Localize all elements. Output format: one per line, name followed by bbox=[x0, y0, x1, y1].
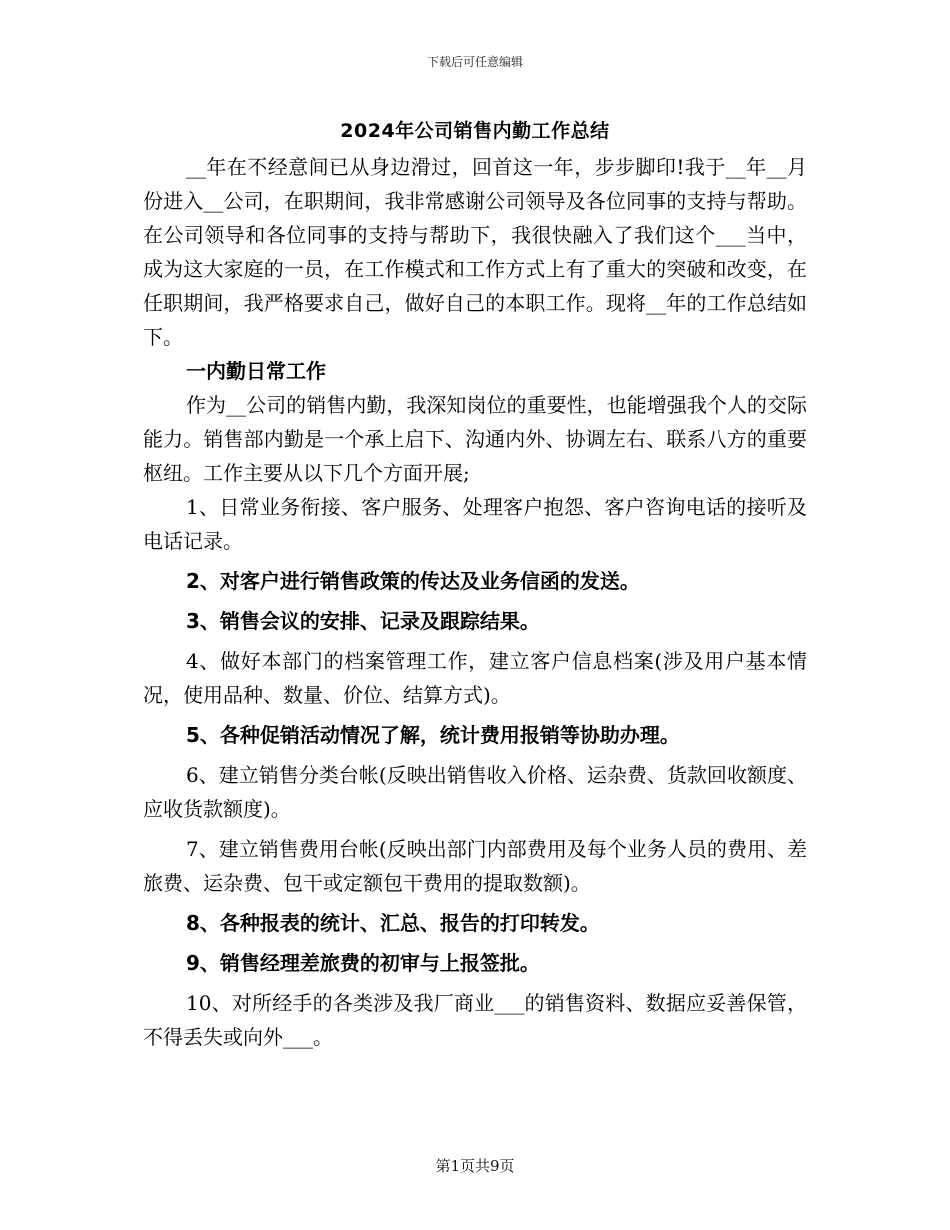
list-item: 6、建立销售分类台帐(反映出销售收入价格、运杂费、货款回收额度、应收货款额度)。 bbox=[143, 763, 807, 821]
list-item: 8、各种报表的统计、汇总、报告的打印转发。 bbox=[186, 911, 600, 935]
document-body bbox=[143, 150, 807, 1054]
document-title: 2024年公司销售内勤工作总结 bbox=[340, 120, 610, 142]
page-footer: 第1页共9页 bbox=[435, 1157, 515, 1175]
body-paragraph: 作为__公司的销售内勤，我深知岗位的重要性，也能增强我个人的交际能力。销售部内勤是一个承上启下、沟通内外、协调左右、联系八方的重要枢纽。工作主要从以下几个方面开展; bbox=[143, 393, 807, 485]
list-item: 5、各种促销活动情况了解，统计费用报销等协助办理。 bbox=[186, 723, 680, 747]
header-note: 下载后可任意编辑 bbox=[426, 55, 523, 69]
list-item: 1、日常业务衔接、客户服务、处理客户抱怨、客户咨询电话的接听及电话记录。 bbox=[143, 495, 807, 553]
list-item: 2、对客户进行销售政策的传达及业务信函的发送。 bbox=[186, 569, 640, 593]
section-heading: 一内勤日常工作 bbox=[186, 359, 326, 383]
list-item: 3、销售会议的安排、记录及跟踪结果。 bbox=[186, 609, 540, 633]
list-item: 10、对所经手的各类涉及我厂商业___的销售资料、数据应妥善保管，不得丢失或向外___。 bbox=[143, 991, 807, 1049]
list-item: 7、建立销售费用台帐(反映出部门内部费用及每个业务人员的费用、差旅费、运杂费、包干或定额包干费用的提取数额)。 bbox=[143, 837, 807, 895]
list-item: 4、做好本部门的档案管理工作，建立客户信息档案(涉及用户基本情况，使用品种、数量、价位、结算方式)。 bbox=[143, 649, 807, 707]
list-item: 9、销售经理差旅费的初审与上报签批。 bbox=[186, 951, 540, 975]
intro-paragraph: __年在不经意间已从身边滑过，回首这一年，步步脚印!我于__年__月份进入__公司，在职期间，我非常感谢公司领导及各位同事的支持与帮助。在公司领导和各位同事的支持与帮助下，我很快融入了我们这个___当中，成为这大家庭的一员，在工作模式和工作方式上有了重大的突破和改变，在任职期间，我严格要求自己，做好自己的本职工作。现将__年的工作总结如下。 bbox=[143, 155, 807, 349]
